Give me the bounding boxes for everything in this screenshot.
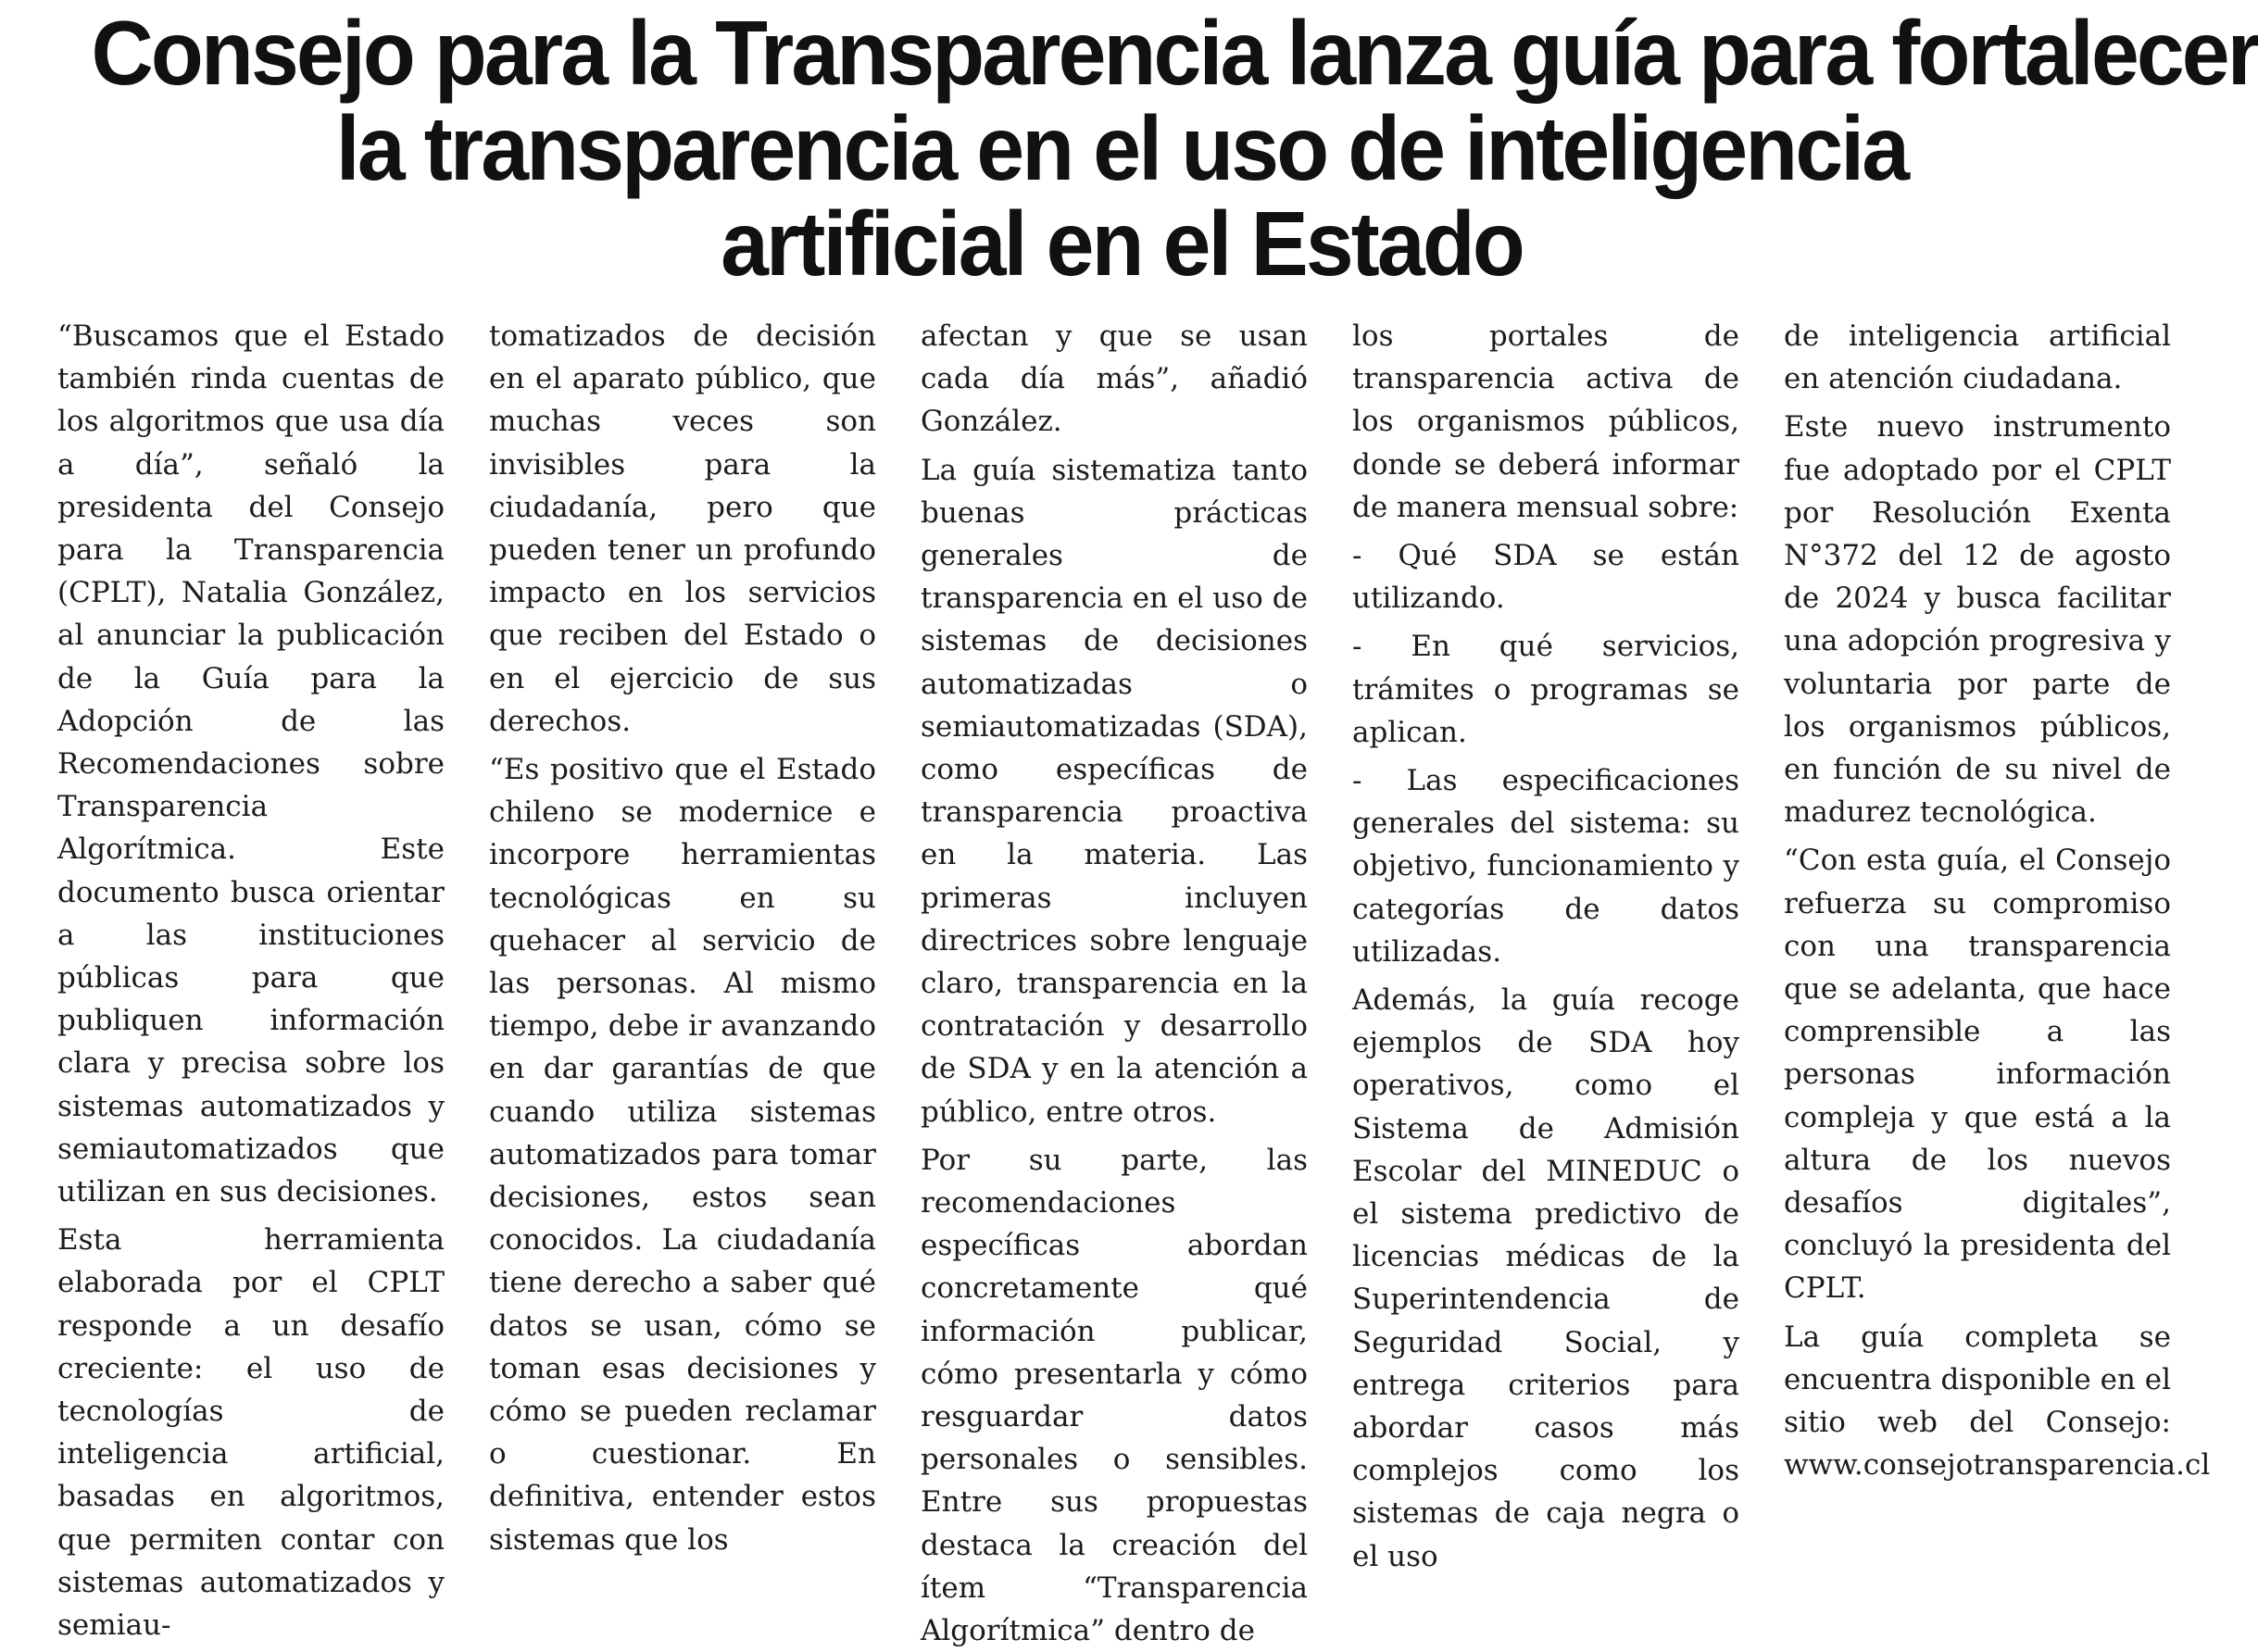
paragraph: La guía completa se encuentra disponible en el sitio web del Consejo: www.consejotransparencia.cl xyxy=(1784,1320,2211,1483)
paragraph: de inteligencia artificial en atención ciudadana. xyxy=(1784,319,2171,396)
paragraph: los portales de transparencia activa de los organismos públicos, donde se deberá informar de manera mensual sobre: xyxy=(1352,319,1739,524)
text-column-4 xyxy=(1352,315,1739,1573)
text-column-3 xyxy=(921,315,1308,1648)
headline xyxy=(91,2,2258,294)
paragraph: Además, la guía recoge ejemplos de SDA hoy operativos, como el Sistema de Admisión Escolar del MINEDUC o el sistema predictivo de licencias médicas de la Superintendencia de Seguridad Social, y entrega criterios para abordar casos más complejos como los sistemas de caja negra o el uso xyxy=(1352,983,1739,1573)
list-item: - Las especificaciones generales del sistema: su objetivo, funcionamiento y categorías de datos utilizadas. xyxy=(1352,764,1739,969)
headline-line-2: la transparencia en el uso de inteligencia xyxy=(335,97,1908,199)
list-item: - En qué servicios, trámites o programas se aplican. xyxy=(1352,630,1739,749)
paragraph: afectan y que se usan cada día más”, añadió González. xyxy=(921,319,1308,439)
headline-line-3: artificial en el Estado xyxy=(721,193,1523,294)
text-column-5 xyxy=(1784,315,2211,1491)
paragraph: “Con esta guía, el Consejo refuerza su compromiso con una transparencia que se adelanta, que hace comprensible a las personas información compleja y que está a la altura de los nuevos desafíos digitales”, concluyó la presidenta del CPLT. xyxy=(1784,844,2171,1306)
paragraph: Por su parte, las recomendaciones específicas abordan concretamente qué información publicar, cómo presentarla y cómo resguardar datos personales o sensibles. Entre sus propuestas destaca la creación del ítem “Transparencia Algorítmica” dentro de xyxy=(921,1143,1308,1648)
paragraph: tomatizados de decisión en el aparato público, que muchas veces son invisibles para la ciudadanía, pero que pueden tener un profundo impacto en los servicios que reciben del Estado o en el ejercicio de sus derechos. xyxy=(489,319,876,738)
list-item: - Qué SDA se están utilizando. xyxy=(1352,539,1739,616)
paragraph: La guía sistematiza tanto buenas prácticas generales de transparencia en el uso de sistemas de decisiones automatizadas o semiautomatizadas (SDA), como específicas de transparencia proactiva en la materia. Las primeras incluyen directrices sobre lenguaje claro, transparencia en la contratación y desarrollo de SDA y en la atención a público, entre otros. xyxy=(921,453,1308,1129)
paragraph: “Buscamos que el Estado también rinda cuentas de los algoritmos que usa día a día”, señaló la presidenta del Consejo para la Transparencia (CPLT), Natalia González, al anunciar la publicación de la Guía para la Adopción de las Recomendaciones sobre Transparencia Algorítmica. Este documento busca orientar a las instituciones públicas para que publiquen información clara y precisa sobre los sistemas automatizados y semiautomatizados que utilizan en sus decisiones. xyxy=(57,319,445,1209)
text-column-1 xyxy=(57,315,445,1643)
paragraph: Esta herramienta elaborada por el CPLT responde a un desafío creciente: el uso de tecnologías de inteligencia artificial, basadas en algoritmos, que permiten contar con sistemas automatizados y semiau- xyxy=(57,1223,445,1643)
text-column-2 xyxy=(489,315,876,1557)
paragraph: Este nuevo instrumento fue adoptado por el CPLT por Resolución Exenta N°372 del 12 de agosto de 2024 y busca facilitar una adopción progresiva y voluntaria por parte de los organismos públicos, en función de su nivel de madurez tecnológica. xyxy=(1784,410,2171,830)
headline-line-1: Consejo para la Transparencia lanza guía para fortalecer xyxy=(91,2,2258,104)
article-body-columns xyxy=(57,315,2211,1648)
paragraph: “Es positivo que el Estado chileno se modernice e incorpore herramientas tecnológicas en su quehacer al servicio de las personas. Al mismo tiempo, debe ir avanzando en dar garantías de que cuando utiliza sistemas automatizados para tomar decisiones, estos sean conocidos. La ciudadanía tiene derecho a saber qué datos se usan, cómo se toman esas decisiones y cómo se pueden reclamar o cuestionar. En definitiva, entender estos sistemas que los xyxy=(489,753,876,1557)
